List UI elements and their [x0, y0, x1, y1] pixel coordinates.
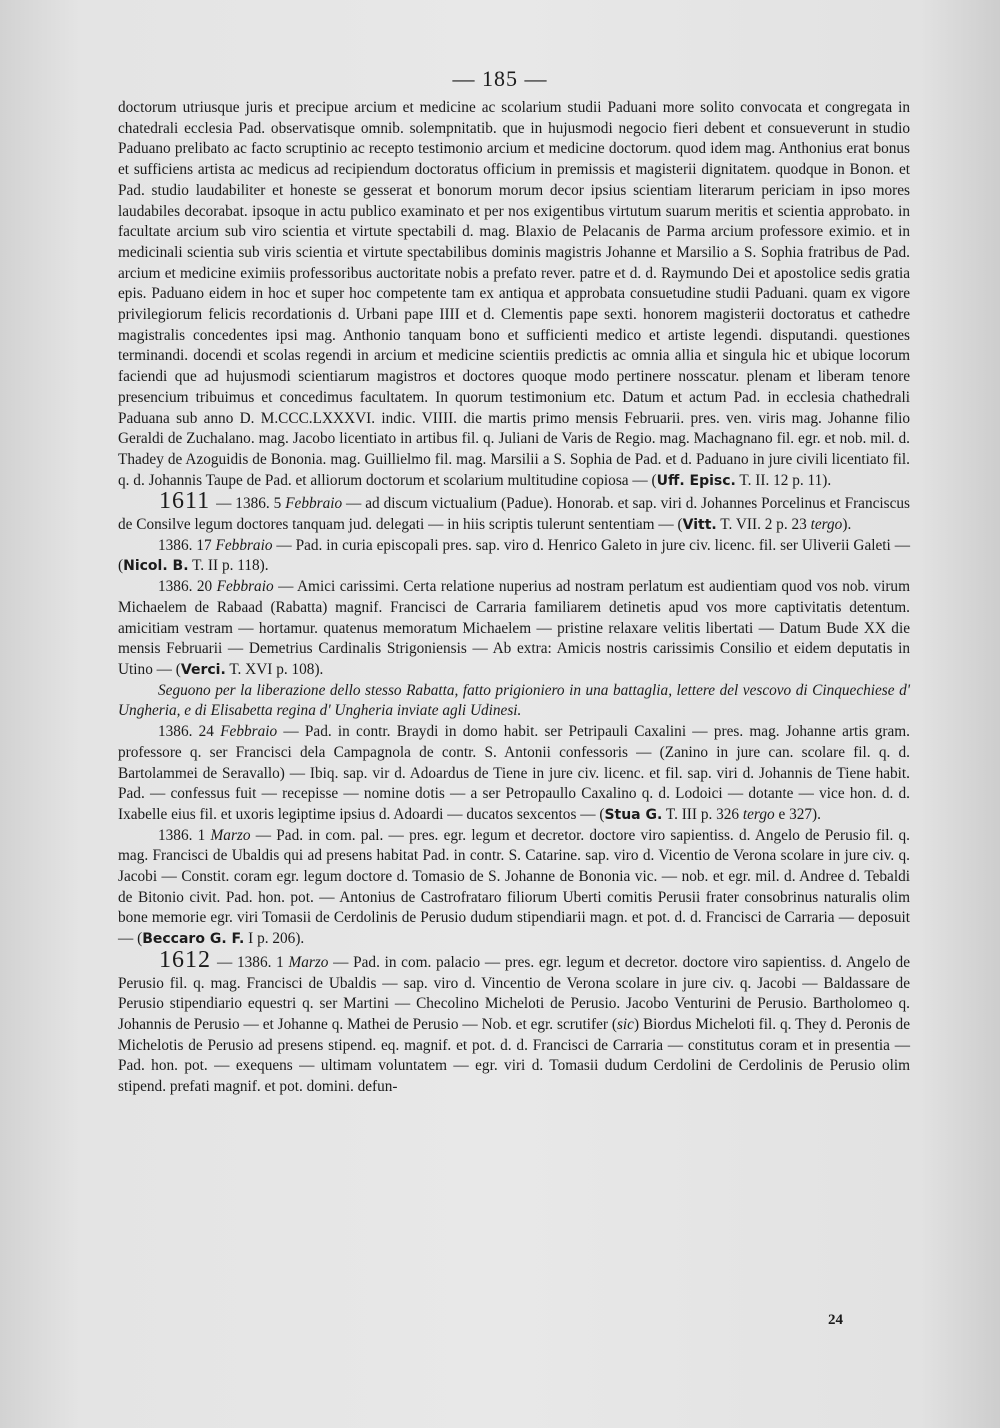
p4-month: Febbraio	[216, 578, 274, 596]
p2-date: — 1386. 5	[216, 495, 286, 513]
p7-end: I p. 206).	[244, 930, 305, 948]
paragraph-7	[118, 826, 910, 950]
p8-text: — Pad. in com. palacio — pres. egr. legum et decretor. doctore viro sapientiss. d. Angelo de Perusio fil. q. mag. Francisci de Ubaldis — sap. viro d. Vincentio de Verona scolare in jure civ. q. Jacobi — Baldassare de Perusio stipendiario equestri q. ser Martini — Checolino Micheloti de Perusio. Jacobo Venturini de Perusio. Bartholomeo q. Johannis de Perusio — et Johanne q. Mathei de Perusio — Nob. et egr. scrutifer (	[118, 953, 910, 1033]
p6-close: e 327).	[774, 805, 821, 823]
p3-date: 1386. 17	[158, 536, 216, 554]
p7-text: — Pad. in com. pal. — pres. egr. legum et decretor. doctore viro sapientiss. d. Angelo de Perusio fil. q. mag. Francisci de Ubaldis qui ad presens habitat Pad. in contr. S. Catarine. sap. viro d. Vicentio de Verona scolare in jure civ. q. Jacobi — Constit. coram egr. legum doctore d. Tomasio de S. Johanne de Bononia vic. — nob. et egr. mil. d. Andree d. Tebaldi de Bitonio civit. Pad. hon. pot. — Antonius de Castrofrataro filiorum Uberti comitis Perusii frater consobrinus naturalis olim bone memorie egr. viri Tomasii de Cerdolinis de Perusio dudum stipendiarii magn. et pot. d. d. Francisci de Carraria — deposuit — (	[118, 826, 911, 948]
p7-date: 1386. 1	[158, 826, 211, 844]
paragraph-3	[118, 536, 910, 577]
document-number-1611: 1611	[159, 488, 211, 515]
p2-text: — ad discum victualium (Padue). Honorab. et sap. viri d. Johannes Porcelinus et Franciscus de Consilve legum doctores tanquam jud. delegati — in hiis scriptis tulerunt sententiam — (	[118, 495, 911, 534]
p8-sic: sic	[616, 1015, 634, 1033]
signature-mark: 24	[828, 1312, 843, 1328]
p4-date: 1386. 20	[158, 578, 217, 596]
p8-date: — 1386. 1	[217, 953, 289, 971]
document-number-1612: 1612	[159, 946, 211, 973]
source-verci: Verci.	[180, 661, 226, 678]
p7-month: Marzo	[210, 826, 251, 844]
source-vitt: Vitt.	[682, 517, 717, 534]
paragraph-6	[118, 722, 910, 826]
paragraph-1611	[118, 488, 911, 535]
source-beccaro: Beccaro G. F.	[142, 931, 245, 948]
p8-month: Marzo	[288, 953, 329, 971]
p3-text: — Pad. in curia episcopali pres. sap. viro d. Henrico Galeto in jure civ. licenc. fil. ser Uliverii Galeti — (	[118, 536, 910, 575]
p8-text2: ) Biordus Micheloti fil. q. They d. Peronis de Michelotis de Perusio ad presens stipend. eq. magnif. et pot. d. d. Francisci de Carraria — constitutus coram et in presentia — Pad. hon. pot. — exequens — ultimam voluntatem — egr. viri d. Tomasii dudum Cerdolini de Cerdolinis de Perusio olim stipend. prefati magnif. et pot. domini. defun-	[118, 1015, 910, 1096]
p6-date: 1386. 24	[158, 723, 221, 741]
p6-month: Febbraio	[220, 723, 278, 741]
page-number: — 185 —	[452, 66, 548, 91]
p1-text: doctorum utriusque juris et precipue arcium et medicine ac scolarium studii Paduani more solito convocata et congregata in chatedrali ecclesia Pad. observatisque omnib. solempnitatib. que in hujusmodi negocio fieri debent et consueverunt in studio Paduano prelibato ac facto scruptinio ac recepto testimonio arcium et medicine doctorum. quod idem mag. Anthonius erat bonus et sufficiens artista ac medicus ad recipiendum doctoratus officium in premissis et magisterii dignitatem. quodque in Bonon. et Pad. studio laudabiliter et honeste se gesserat et bonorum morum decor ipsius scientiam literarum periciam in ipso mores laudabiles decorabat. ipsoque in actu publico examinato et per nos exigentibus virtutum suarum meritis et scientia approbato. in facultate arcium sub viro scientia et virtute spectabili d. mag. Blaxio de Pelacanis de Parma arcium professore eximio. et in medicinali scientia sub viris scientia et virtute spectabilibus dominis magistris Johanne et Marsilio a S. Sophia fratribus de Pad. arcium et medicine eximiis professoribus auctoritate nobis a prefato rever. patre et d. d. Raymundo Dei et apostolice sedis gratia epis. Paduano eidem in hoc et super hoc competente tam ex antiqua et approbata consuetudine studii Paduani. quam ex vigore privilegiorum felicis recordationis d. Urbani pape IIII et d. Clementis pape sexti. honorem magisterii doctoratus et cathedre magistralis concedentes ipsi mag. Anthonio tanquam bono et sufficienti medico et artiste legendi. disputandi. questiones terminandi. docendi et scolas regendi in arcium et medicine scientiis predictis ac omnia allia et singula hic et ubique locorum faciendi que ad hujusmodi scientiarum magistros et doctores quoque modo pertinere nosscatur. plenam et liberam tenore presencium tribuimus et concedimus facultatem. In quorum testimonium etc. Datum et actum Pad. in ecclesia chathedrali Paduana sub anno D. M.CCC.LXXXVI. indic. VIIII. die martis primo mensis Februarii. pres. ven. viris mag. Johanne filio Geraldi de Zuchalano. mag. Jacobo licentiato in artibus fil. q. Juliani de Varis de Regio. mag. Machagnano fil. egr. et nob. mil. d. Thadey de Azoguidis de Bononia. mag. Guillielmo fil. mag. Marsilii a S. Sophia de Pad. et d. Paduano in jure civili licentiato fil. q. d. Johannis Taupe de Pad. et alliorum doctorum et scolarium multitudine copiosa — (	[118, 99, 910, 489]
paragraph-4	[118, 577, 910, 681]
document-body	[118, 98, 910, 1098]
p6-text: — Pad. in contr. Braydi in domo habit. ser Petripauli Caxalini — pres. mag. Johanne artis gram. professore q. ser Francisci dela Campagnola de contr. S. Antonii confessoris — (Zanino in jure can. scolare fil. q. d. Bartolammei de Seravallo) — Ibiq. sap. vir d. Adoardus de Tiene in jure civ. licenc. et fil. sap. viri d. Johannis de Tiene habit. Pad. — confessus fuit — recepisse — nomine dotis — a ser Petropaullo Caxalino q. d. Lodoici — dotante — vice hon. d. d. Ixabelle eius fil. et uxoris legiptime ipsius d. Adoardi — ducatos sexcentos — (	[118, 723, 910, 823]
p2-month: Febbraio	[285, 495, 343, 513]
p2-tergo: tergo	[810, 516, 843, 534]
p6-tergo: tergo	[742, 805, 775, 823]
paragraph-1	[118, 98, 910, 491]
source-uff-episc: Uff. Episc.	[656, 472, 736, 489]
p4-end: T. XVI p. 108).	[225, 660, 324, 678]
source-stua: Stua G.	[604, 806, 663, 823]
p1-end: T. II. 12 p. 11).	[735, 471, 832, 489]
paragraph-1612	[118, 946, 910, 1098]
p4-text: — Amici carissimi. Certa relatione nuperius ad nostram perlatum est audientiam quod vos nob. virum Michaelem de Rabaad (Rabatta) magnif. Francisci de Carraria familiarem detinetis apud vos more captivitatis detentum. amicitiam vestram — hortamur. quatenus memoratum Michaelem — pristine relaxare velitis libertati — Datum Bude XX die mensis Februarii — Demetrius Cardinalis Strigoniensis — Ab extra: Amicis nostris carissimis Consilio et eidem deputatis in Utino — (	[118, 578, 910, 678]
p3-end: T. II p. 118).	[188, 557, 269, 575]
paragraph-italic-note: Seguono per la liberazione dello stesso Rabatta, fatto prigioniero in una battaglia, lettere del vescovo di Cinquechiese d' Ungheria, e di Elisabetta regina d' Ungheria inviate agli Udinesi.	[118, 681, 910, 720]
p2-end: T. VII. 2 p. 23	[716, 516, 811, 534]
p3-month: Febbraio	[215, 536, 273, 554]
p2-close: ).	[842, 516, 852, 534]
source-nicol: Nicol. B.	[123, 558, 189, 575]
p6-end: T. III p. 326	[662, 805, 743, 823]
